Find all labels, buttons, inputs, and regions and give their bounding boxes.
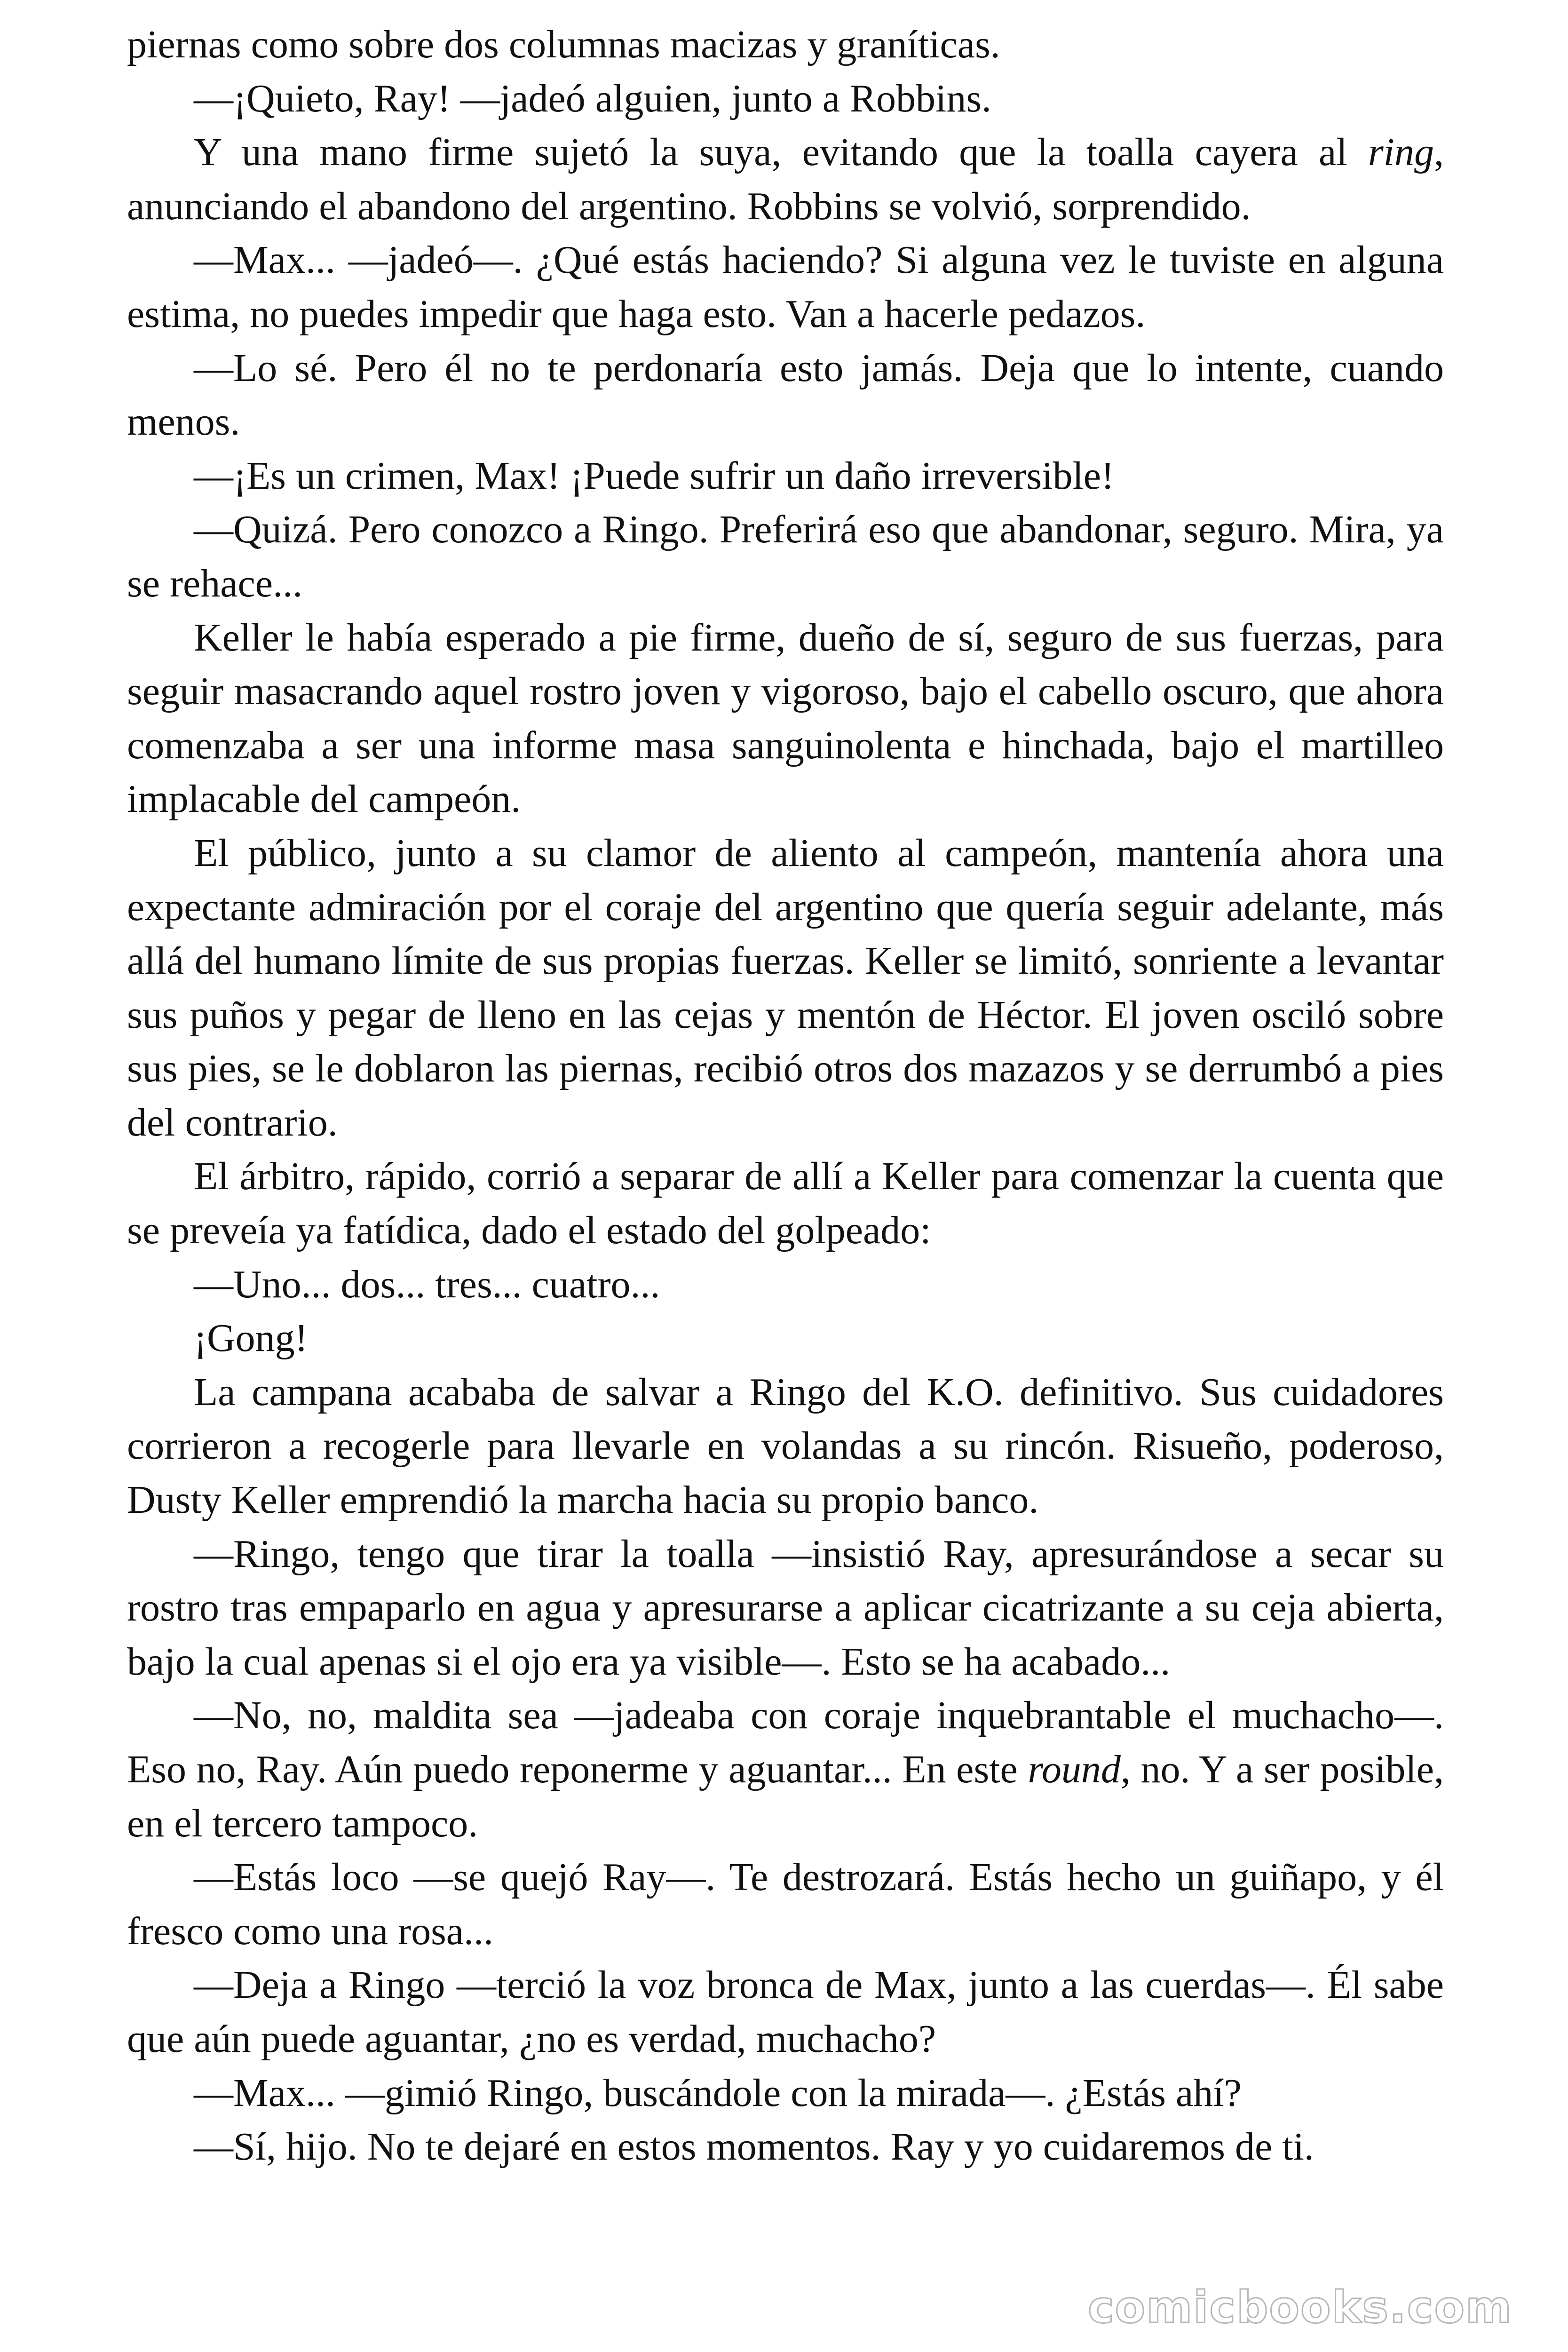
paragraph-18: —Max... —gimió Ringo, buscándole con la mirada—. ¿Estás ahí? — [194, 2071, 1242, 2115]
paragraph-8: Keller le había esperado a pie firme, dueño de sí, seguro de sus fuerzas, para seguir masacrando aquel rostro joven y vigoroso, bajo el cabello oscuro, que ahora comenzaba a ser una informe masa sanguinolenta e hinchada, bajo el martilleo implacable del campeón. — [127, 615, 1444, 821]
paragraph-14: —Ringo, tengo que tirar la toalla —insistió Ray, apresurándose a secar su rostro tras empaparlo en agua y apresurarse a aplicar cicatrizante a su ceja abierta, bajo la cual apenas si el ojo era ya visible—. Esto se ha acabado... — [127, 1532, 1444, 1684]
watermark-logo: comicbooks.com — [1087, 2282, 1513, 2333]
paragraph-19: —Sí, hijo. No te dejaré en estos momentos. Ray y yo cuidaremos de ti. — [194, 2125, 1314, 2169]
paragraph-16: —Estás loco —se quejó Ray—. Te destrozará. Estás hecho un guiñapo, y él fresco como una rosa... — [127, 1855, 1444, 1953]
paragraph-10: El árbitro, rápido, corrió a separar de allí a Keller para comenzar la cuenta que se preveía ya fatídica, dado el estado del golpeado: — [127, 1154, 1444, 1253]
italic-term: ring — [1368, 130, 1434, 175]
paragraph-12: ¡Gong! — [194, 1316, 308, 1360]
book-page-text — [127, 18, 1444, 2174]
paragraph-5: —Lo sé. Pero él no te perdonaría esto jamás. Deja que lo intente, cuando menos. — [127, 346, 1444, 444]
paragraph-4: —Max... —jadeó—. ¿Qué estás haciendo? Si alguna vez le tuviste en alguna estima, no puedes impedir que haga esto. Van a hacerle pedazos. — [127, 238, 1444, 336]
paragraph-13: La campana acababa de salvar a Ringo del K.O. definitivo. Sus cuidadores corrieron a recogerle para llevarle en volandas a su rincón. Risueño, poderoso, Dusty Keller emprendió la marcha hacia su propio banco. — [127, 1370, 1444, 1522]
paragraph-9: El público, junto a su clamor de aliento al campeón, mantenía ahora una expectante admiración por el coraje del argentino que quería seguir adelante, más allá del humano límite de sus propias fuerzas. Keller se limitó, sonriente a levantar sus puños y pegar de lleno en las cejas y mentón de Héctor. El joven osciló sobre sus pies, se le doblaron las piernas, recibió otros dos mazazos y se derrumbó a pies del contrario. — [127, 831, 1444, 1144]
paragraph-15: —No, no, maldita sea —jadeaba con coraje inquebrantable el muchacho—. Eso no, Ray. Aún puedo reponerme y aguantar... En este round, no. Y a ser posible, en el tercero tampoco. — [127, 1693, 1444, 1845]
italic-term: round — [1028, 1748, 1121, 1791]
paragraph-7: —Quizá. Pero conozco a Ringo. Preferirá eso que abandonar, seguro. Mira, ya se rehace... — [127, 508, 1444, 605]
paragraph-11: —Uno... dos... tres... cuatro... — [194, 1262, 660, 1306]
paragraph-2: —¡Quieto, Ray! —jadeó alguien, junto a Robbins. — [194, 76, 992, 120]
paragraph-3: Y una mano firme sujetó la suya, evitando que la toalla cayera al ring, anunciando el abandono del argentino. Robbins se volvió, sorprendido. — [127, 130, 1444, 228]
paragraph-6: —¡Es un crimen, Max! ¡Puede sufrir un daño irreversible! — [194, 453, 1115, 498]
paragraph-1: piernas como sobre dos columnas macizas y graníticas. — [127, 23, 1000, 66]
paragraph-17: —Deja a Ringo —terció la voz bronca de Max, junto a las cuerdas—. Él sabe que aún puede aguantar, ¿no es verdad, muchacho? — [127, 1963, 1444, 2061]
